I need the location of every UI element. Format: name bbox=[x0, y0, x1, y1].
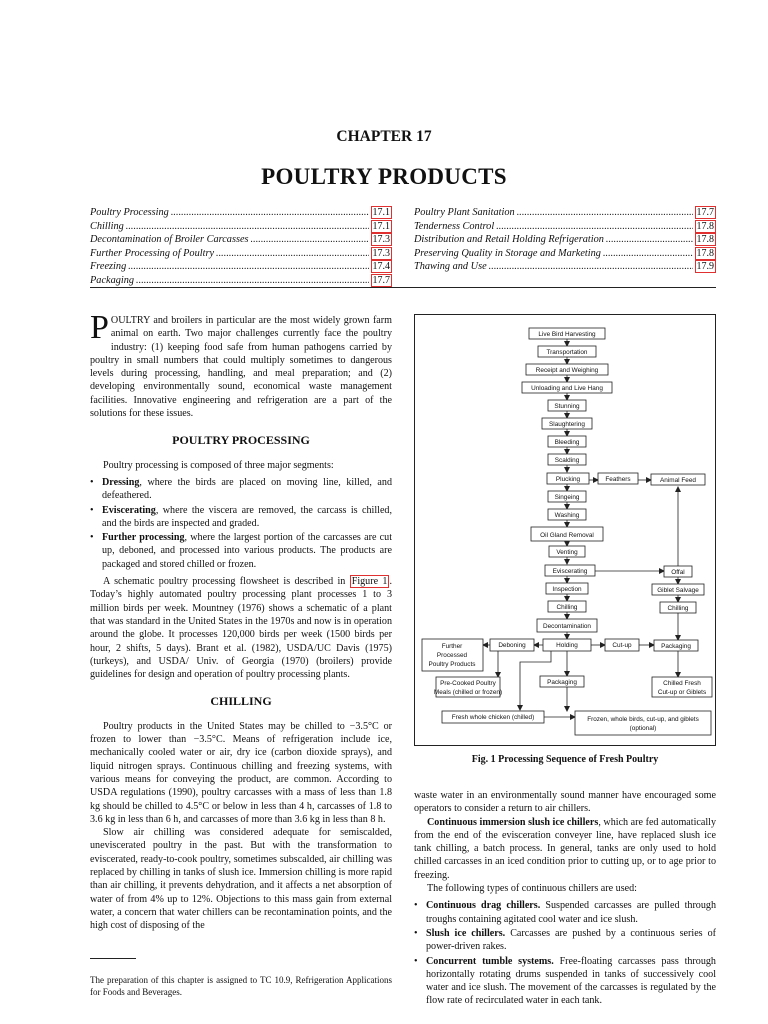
node-feathers bbox=[598, 473, 638, 484]
toc-entry-title: Poultry Processing bbox=[90, 207, 169, 219]
list-item bbox=[90, 476, 392, 503]
toc-leader bbox=[171, 206, 369, 219]
toc-entry-title: Poultry Plant Sanitation bbox=[414, 207, 515, 219]
toc-entry[interactable] bbox=[90, 260, 392, 274]
toc-leader bbox=[606, 233, 693, 246]
list-text: , where the largest portion of the carcasses are cut up, deboned, and processed into various products. The products are packaged and stored chilled or frozen. bbox=[102, 532, 392, 570]
toc-page-link[interactable]: 17.8 bbox=[696, 234, 714, 246]
toc-leader bbox=[603, 247, 693, 260]
list-item bbox=[90, 531, 392, 571]
toc-right bbox=[414, 206, 716, 274]
node-offal bbox=[664, 566, 692, 577]
node-animal-feed bbox=[651, 474, 705, 485]
svg-text:Feathers: Feathers bbox=[605, 476, 631, 483]
node-cut-up bbox=[605, 639, 639, 651]
toc-page-link[interactable]: 17.9 bbox=[696, 261, 714, 273]
toc-left bbox=[90, 206, 392, 287]
toc-leader bbox=[517, 206, 693, 219]
schematic-text-b: . Today’s highly automated poultry processing plant processes 1 to 3 million birds per week. Mountney (1976) shows a schematic of a plant that was standard in the United States in the 1970s and now is in operation around the globe. It processes 120,000 birds per week (1500 birds per hour, 2 shifts, 5 days). Brant et al. (1982), USDA/UC Davis (1975) (turkeys), and USDA/ Univ. of Georgia (1970) (broilers) provide guidelines for design and operation of poultry processing plants. bbox=[90, 576, 392, 681]
node-live-bird-harvesting bbox=[529, 328, 605, 339]
list-term: Slush ice chillers. bbox=[426, 927, 506, 939]
right-paragraph-1: waste water in an environmentally sound manner have encouraged some operators to consider a return to air chillers. bbox=[414, 790, 716, 815]
node-packaging-2 bbox=[540, 676, 584, 687]
node-scalding bbox=[548, 454, 586, 465]
toc-entry[interactable] bbox=[90, 247, 392, 261]
list-term: Concurrent tumble systems. bbox=[426, 955, 554, 967]
term-immersion-chillers: Continuous immersion slush ice chillers bbox=[427, 816, 599, 828]
toc-page-link[interactable]: 17.3 bbox=[372, 234, 390, 246]
processing-lead: Poultry processing is composed of three major segments: bbox=[103, 459, 334, 471]
list-term: Further processing bbox=[102, 532, 185, 544]
right-paragraph-2 bbox=[414, 816, 716, 882]
toc-entry-title: Distribution and Retail Holding Refrigeration bbox=[414, 234, 604, 246]
svg-text:Chilling: Chilling bbox=[556, 604, 578, 611]
svg-text:Stunning: Stunning bbox=[554, 403, 580, 410]
toc-entry[interactable] bbox=[414, 206, 716, 220]
chapter-number: CHAPTER 17 bbox=[336, 128, 432, 145]
svg-text:Venting: Venting bbox=[556, 549, 578, 556]
list-term: Eviscerating bbox=[102, 504, 156, 516]
svg-text:Chilled Fresh: Chilled Fresh bbox=[663, 680, 701, 687]
toc-page-link[interactable]: 17.8 bbox=[696, 220, 714, 232]
toc-entry-title: Freezing bbox=[90, 261, 127, 273]
node-chilling-giblets bbox=[660, 602, 696, 613]
toc-page-link[interactable]: 17.1 bbox=[372, 220, 390, 232]
right-paragraph-2-text: , which are fed automatically from the end of the evisceration conveyer line, have replaced slush ice tank chilling, a batch process. In general, tanks are only used to hold chilled carcasses in an iced condition prior to cutting up, or to age prior to freezing. bbox=[414, 816, 716, 881]
svg-text:Deboning: Deboning bbox=[498, 642, 526, 649]
node-transportation bbox=[538, 346, 596, 357]
list-item bbox=[414, 927, 716, 954]
svg-text:Frozen, whole birds, cut-up, a: Frozen, whole birds, cut-up, and giblets bbox=[587, 716, 699, 723]
list-text: Suspended carcasses are pulled through troughs containing agitated cool water and ice slush. bbox=[426, 900, 716, 925]
toc-page-link[interactable]: 17.1 bbox=[372, 207, 390, 219]
node-decontamination bbox=[537, 619, 597, 632]
list-text: Carcasses are pushed by a continuous series of power-driven rakes. bbox=[426, 927, 716, 953]
list-term: Continuous drag chillers. bbox=[426, 900, 541, 912]
toc-page-link[interactable]: 17.7 bbox=[372, 274, 390, 286]
chilling-paragraph-2: Slow air chilling was considered adequate for semiscalded, uneviscerated poultry in the past. But with the transformation to eviscerated, ready-to-cook poultry, sometimes subscalded, air chilling was replaced by chilling in tanks of slush ice. Immersion chilling is more rapid than air chilling, it prevents dehydration, and it affects a net absorption of water of from 4% up to 12%. Objections to this mass gain from external water, a concern that water chillers can be recontamination points, and the high cost of disposing of the bbox=[90, 827, 392, 932]
svg-text:Bleeding: Bleeding bbox=[554, 439, 580, 446]
node-singeing bbox=[548, 491, 586, 502]
toc-entry[interactable] bbox=[414, 220, 716, 234]
list-item bbox=[414, 899, 716, 926]
svg-text:Inspection: Inspection bbox=[552, 586, 582, 593]
chilling-paragraph-1: Poultry products in the United States may be chilled to −3.5°C or frozen to lower than −3.5°C. Means of refrigeration include ice, mechanically cooled water or air, dry ice (carbon dioxide sprays), and liquid nitrogen sprays. Continuous chilling and freezing systems, with various means for conveying the product, are common. According to USDA regulations (1990), poultry carcasses with a mass of less than 1.8 kg should be chilled to 4.5°C or below in less than 4 h, carcasses of 1.8 to 3.6 kg in less than 6 h, and carcasses of more than 3.6 kg in less than 8 h. bbox=[90, 720, 392, 825]
node-venting bbox=[549, 546, 585, 557]
svg-text:Fresh whole chicken (chilled): Fresh whole chicken (chilled) bbox=[451, 714, 535, 721]
node-plucking bbox=[547, 473, 589, 484]
node-eviscerating bbox=[545, 565, 595, 576]
toc-entry[interactable] bbox=[90, 220, 392, 234]
toc-page-link[interactable]: 17.7 bbox=[696, 207, 714, 219]
schematic-paragraph bbox=[90, 575, 392, 681]
intro-paragraph: POULTRY and broilers in particular are the most widely grown farm animal on earth. Two major challenges currently face the poultry industry: (1) keeping food safe from human pathogens carried by poultry in small numbers that could multiply sometimes to dangerous levels during processing, handling, and meal preparation; and (2) developing environmentally sound, economical waste management facilities. Innovative engineering and refrigeration are a part of the solutions for these issues. bbox=[90, 309, 392, 420]
segments-list bbox=[90, 476, 392, 571]
list-text: , where the viscera are removed, the carcass is chilled, and the birds are inspected and graded. bbox=[102, 504, 392, 529]
svg-text:Live Bird Harvesting: Live Bird Harvesting bbox=[538, 331, 596, 338]
svg-text:Packaging: Packaging bbox=[547, 679, 577, 686]
toc-entry[interactable] bbox=[414, 260, 716, 274]
svg-text:Pre-Cooked Poultry: Pre-Cooked Poultry bbox=[440, 680, 496, 687]
figure-caption: Fig. 1 Processing Sequence of Fresh Poultry bbox=[471, 754, 659, 765]
toc-page-link[interactable]: 17.8 bbox=[696, 247, 714, 259]
list-item bbox=[414, 955, 716, 1008]
toc-entry-title: Thawing and Use bbox=[414, 261, 487, 273]
svg-text:Decontamination: Decontamination bbox=[543, 623, 591, 630]
chapter-title: POULTRY PRODUCTS bbox=[261, 164, 507, 189]
toc-entry[interactable] bbox=[414, 247, 716, 261]
toc-entry[interactable] bbox=[90, 233, 392, 247]
toc-leader bbox=[216, 247, 368, 260]
processing-flowchart bbox=[414, 314, 716, 746]
node-inspection bbox=[546, 583, 588, 594]
heading-chilling: CHILLING bbox=[210, 694, 272, 709]
svg-text:Packaging: Packaging bbox=[661, 643, 691, 650]
toc-entry-title: Decontamination of Broiler Carcasses bbox=[90, 234, 249, 246]
svg-text:Meals (chilled or frozen): Meals (chilled or frozen) bbox=[433, 689, 503, 696]
svg-text:Washing: Washing bbox=[554, 512, 580, 519]
svg-text:Processed: Processed bbox=[436, 652, 468, 659]
toc-entry-title: Further Processing of Poultry bbox=[90, 247, 215, 259]
node-precooked-meals bbox=[434, 677, 502, 697]
node-frozen-birds bbox=[575, 711, 711, 735]
node-receipt-weighing bbox=[526, 364, 608, 375]
right-paragraph-3: The following types of continuous chillers are used: bbox=[427, 883, 637, 895]
toc-leader bbox=[496, 220, 692, 233]
header-rule bbox=[90, 287, 716, 288]
node-chilling bbox=[548, 601, 586, 612]
chillers-list bbox=[414, 899, 716, 1007]
toc-leader bbox=[136, 274, 368, 287]
list-text: , where the birds are placed on moving line, killed, and defeathered. bbox=[102, 476, 392, 502]
toc-leader bbox=[489, 260, 693, 273]
left-column bbox=[90, 309, 392, 932]
figure-1-link[interactable]: Figure 1 bbox=[351, 576, 388, 588]
svg-text:Poultry Products: Poultry Products bbox=[428, 661, 476, 668]
toc-leader bbox=[251, 233, 369, 246]
toc-entry-title: Packaging bbox=[90, 274, 135, 286]
svg-text:Animal Feed: Animal Feed bbox=[660, 477, 696, 484]
toc-page-link[interactable]: 17.3 bbox=[372, 247, 390, 259]
svg-text:Slaughtering: Slaughtering bbox=[549, 421, 585, 428]
svg-text:Plucking: Plucking bbox=[555, 476, 581, 483]
footnote-rule bbox=[90, 958, 136, 959]
toc-entry[interactable] bbox=[414, 233, 716, 247]
svg-text:Cut-up: Cut-up bbox=[612, 642, 632, 649]
node-further-processed bbox=[422, 639, 483, 671]
node-packaging bbox=[654, 640, 698, 651]
svg-text:Eviscerating: Eviscerating bbox=[552, 568, 588, 575]
node-stunning bbox=[548, 400, 586, 411]
toc-entry-title: Tenderness Control bbox=[414, 220, 495, 232]
node-holding bbox=[543, 639, 591, 651]
toc-entry-title: Preserving Quality in Storage and Marketing bbox=[414, 247, 601, 259]
toc-page-link[interactable]: 17.4 bbox=[372, 261, 390, 273]
svg-text:Oil Gland Removal: Oil Gland Removal bbox=[540, 532, 594, 539]
footnote: The preparation of this chapter is assigned to TC 10.9, Refrigeration Applications for Foods and Beverages. bbox=[90, 975, 392, 997]
svg-text:Giblet Salvage: Giblet Salvage bbox=[657, 587, 699, 594]
svg-text:Receipt and Weighing: Receipt and Weighing bbox=[535, 367, 599, 374]
toc-entry[interactable] bbox=[90, 274, 392, 288]
heading-poultry-processing: POULTRY PROCESSING bbox=[172, 433, 310, 448]
svg-text:(optional): (optional) bbox=[629, 725, 657, 732]
svg-text:Scalding: Scalding bbox=[554, 457, 580, 464]
svg-text:Unloading and Live Hang: Unloading and Live Hang bbox=[531, 385, 603, 392]
svg-text:Cut-up or Giblets: Cut-up or Giblets bbox=[657, 689, 707, 696]
node-oil-gland-removal bbox=[531, 527, 603, 541]
schematic-text-a: A schematic poultry processing flowsheet is described in bbox=[103, 576, 350, 588]
list-item bbox=[90, 504, 392, 531]
node-giblet-salvage bbox=[652, 584, 704, 595]
svg-text:Transportation: Transportation bbox=[546, 349, 588, 356]
list-term: Dressing bbox=[102, 476, 140, 488]
node-bleeding bbox=[548, 436, 586, 447]
svg-text:Chilling: Chilling bbox=[667, 605, 689, 612]
node-unloading-live-hang bbox=[522, 382, 612, 393]
node-washing bbox=[548, 509, 586, 520]
node-deboning bbox=[490, 639, 534, 651]
svg-text:Holding: Holding bbox=[556, 642, 578, 649]
svg-text:Further: Further bbox=[441, 643, 463, 650]
toc-leader bbox=[126, 220, 369, 233]
list-text: Free-floating carcasses pass through horizontally rotating drums suspended in tanks of successively cool water and ice slush. The movement of the carcasses is regulated by the flow rate of recirculated water in each tank. bbox=[426, 955, 716, 1007]
right-column bbox=[414, 789, 716, 1012]
node-fresh-whole-chicken bbox=[442, 711, 544, 723]
svg-text:Singeing: Singeing bbox=[554, 494, 580, 501]
node-slaughtering bbox=[542, 418, 592, 429]
toc-leader bbox=[128, 260, 368, 273]
toc-entry-title: Chilling bbox=[90, 220, 124, 232]
node-chilled-fresh bbox=[652, 677, 712, 697]
svg-text:Offal: Offal bbox=[671, 569, 685, 576]
toc-entry[interactable] bbox=[90, 206, 392, 220]
